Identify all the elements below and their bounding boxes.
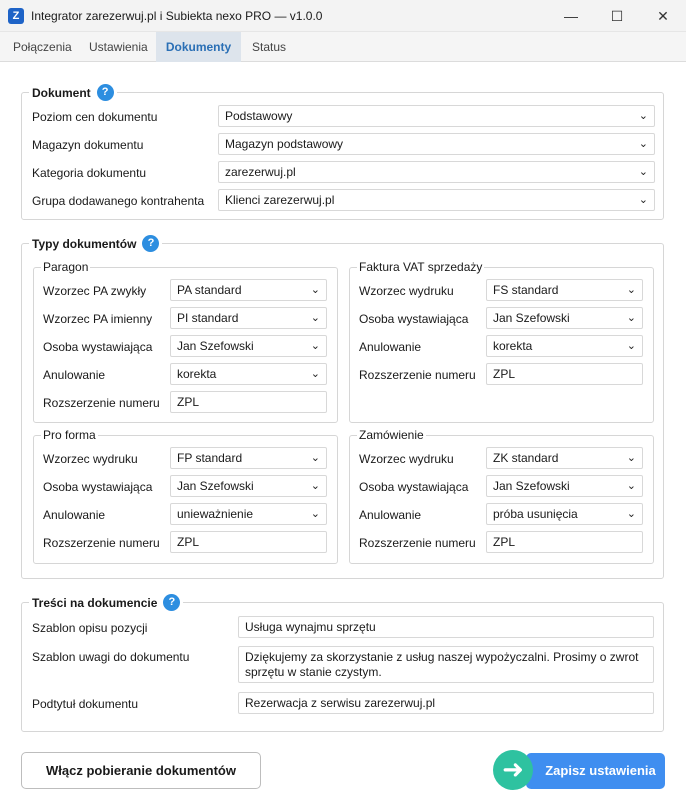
tresci-group-title [29,594,183,611]
wzorzec-fp-select[interactable] [170,447,327,469]
window-title: Integrator zarezerwuj.pl i Subiekta nexo PRO — v1.0.0 [31,9,323,23]
tab-status[interactable]: Status [252,40,287,54]
chevron-down-icon: ⌄ [626,508,636,520]
osoba-wystawiajaca-fp-value: Jan Szefowski [177,479,254,493]
label-osoba-wystawiajaca-pa: Osoba wystawiająca [43,340,153,354]
chevron-down-icon: ⌄ [310,508,320,520]
wzorzec-pa-zwykly-select[interactable] [170,279,327,301]
wzorzec-zk-select[interactable] [486,447,643,469]
osoba-wystawiajaca-zk-value: Jan Szefowski [493,479,570,493]
wzorzec-pa-zwykly-value: PA standard [177,283,242,297]
typy-title-text: Typy dokumentów [32,236,137,251]
kategoria-value: zarezerwuj.pl [225,165,296,179]
anulowanie-fs-value: korekta [493,339,533,353]
osoba-wystawiajaca-fs-value: Jan Szefowski [493,311,570,325]
minimize-button[interactable] [548,0,594,32]
anulowanie-fs-select[interactable] [486,335,643,357]
chevron-down-icon: ⌄ [626,452,636,464]
label-magazyn: Magazyn dokumentu [32,138,144,152]
label-anulowanie-pa: Anulowanie [43,368,106,382]
help-icon[interactable]: ? [97,84,114,101]
chevron-down-icon: ⌄ [310,312,320,324]
magazyn-select[interactable] [218,133,655,155]
zamowienie-title: Zamówienie [359,428,424,442]
label-rozszerzenie-fp: Rozszerzenie numeru [43,536,160,550]
label-wzorzec-pa-imienny: Wzorzec PA imienny [43,312,153,326]
label-osoba-wystawiajaca-fs: Osoba wystawiająca [359,312,469,326]
faktura-title: Faktura VAT sprzedaży [359,260,483,274]
chevron-down-icon: ⌄ [310,368,320,380]
anulowanie-fp-select[interactable] [170,503,327,525]
label-poziom-cen: Poziom cen dokumentu [32,110,158,124]
chevron-down-icon: ⌄ [638,166,648,178]
szablon-uwagi-textarea[interactable]: Dziękujemy za skorzystanie z usług naszej wypożyczalni. Prosimy o zwrot sprzętu w stanie czystym. [238,646,654,683]
tresci-title-text: Treści na dokumencie [32,595,158,610]
label-rozszerzenie-fs: Rozszerzenie numeru [359,368,476,382]
osoba-wystawiajaca-pa-select[interactable] [170,335,327,357]
rozszerzenie-pa-input[interactable]: ZPL [170,391,327,413]
label-szablon-uwagi: Szablon uwagi do dokumentu [32,650,190,664]
help-icon[interactable]: ? [163,594,180,611]
poziom-cen-select[interactable] [218,105,655,127]
label-anulowanie-zk: Anulowanie [359,508,422,522]
osoba-wystawiajaca-zk-select[interactable] [486,475,643,497]
anulowanie-zk-select[interactable] [486,503,643,525]
wzorzec-fp-value: FP standard [177,451,243,465]
label-osoba-wystawiajaca-fp: Osoba wystawiająca [43,480,153,494]
proforma-title: Pro forma [43,428,96,442]
chevron-down-icon: ⌄ [310,480,320,492]
save-settings-button[interactable]: Zapisz ustawienia [526,753,665,789]
maximize-icon: ☐ [610,7,624,24]
help-icon[interactable]: ? [142,235,159,252]
anulowanie-pa-value: korekta [177,367,217,381]
wzorzec-zk-value: ZK standard [493,451,559,465]
kategoria-select[interactable] [218,161,655,183]
tab-bar [0,32,686,62]
label-grupa-kontrahenta: Grupa dodawanego kontrahenta [32,194,205,208]
chevron-down-icon: ⌄ [638,110,648,122]
wzorzec-fs-select[interactable] [486,279,643,301]
label-rozszerzenie-zk: Rozszerzenie numeru [359,536,476,550]
chevron-down-icon: ⌄ [626,312,636,324]
chevron-down-icon: ⌄ [626,284,636,296]
chevron-down-icon: ⌄ [626,340,636,352]
label-anulowanie-fs: Anulowanie [359,340,422,354]
wzorzec-pa-imienny-select[interactable] [170,307,327,329]
label-rozszerzenie-pa: Rozszerzenie numeru [43,396,160,410]
label-wzorzec-fs: Wzorzec wydruku [359,284,454,298]
label-wzorzec-pa-zwykly: Wzorzec PA zwykły [43,284,147,298]
app-logo-icon: Z [8,8,24,24]
tab-dokumenty[interactable]: Dokumenty [156,32,241,62]
label-kategoria: Kategoria dokumentu [32,166,147,180]
szablon-opisu-input[interactable]: Usługa wynajmu sprzętu [238,616,654,638]
label-osoba-wystawiajaca-zk: Osoba wystawiająca [359,480,469,494]
close-button[interactable] [640,0,686,32]
anulowanie-fp-value: unieważnienie [177,507,254,521]
anulowanie-pa-select[interactable] [170,363,327,385]
magazyn-value: Magazyn podstawowy [225,137,344,151]
chevron-down-icon: ⌄ [310,340,320,352]
anulowanie-zk-value: próba usunięcia [493,507,578,521]
label-anulowanie-fp: Anulowanie [43,508,106,522]
enable-download-button[interactable]: Włącz pobieranie dokumentów [21,752,261,789]
label-szablon-opisu: Szablon opisu pozycji [32,621,148,635]
chevron-down-icon: ⌄ [310,284,320,296]
label-podtytul: Podtytuł dokumentu [32,697,139,711]
rozszerzenie-fs-input[interactable]: ZPL [486,363,643,385]
chevron-down-icon: ⌄ [310,452,320,464]
paragon-title: Paragon [43,260,89,274]
osoba-wystawiajaca-fp-select[interactable] [170,475,327,497]
arrow-right-icon[interactable]: ➜ [493,750,533,790]
podtytul-input[interactable]: Rezerwacja z serwisu zarezerwuj.pl [238,692,654,714]
osoba-wystawiajaca-pa-value: Jan Szefowski [177,339,254,353]
chevron-down-icon: ⌄ [638,138,648,150]
label-wzorzec-zk: Wzorzec wydruku [359,452,454,466]
poziom-cen-value: Podstawowy [225,109,293,123]
chevron-down-icon: ⌄ [626,480,636,492]
typy-group-title [29,235,162,252]
wzorzec-fs-value: FS standard [493,283,559,297]
grupa-kontrahenta-select[interactable] [218,189,655,211]
rozszerzenie-zk-input[interactable]: ZPL [486,531,643,553]
tab-ustawienia[interactable]: Ustawienia [89,40,148,54]
dokument-group-title [29,84,117,101]
label-wzorzec-fp: Wzorzec wydruku [43,452,138,466]
chevron-down-icon: ⌄ [638,194,648,206]
close-icon: ✕ [657,7,669,24]
tab-polaczenia[interactable]: Połączenia [13,40,72,54]
dokument-title-text: Dokument [32,85,91,100]
wzorzec-pa-imienny-value: PI standard [177,311,239,325]
grupa-kontrahenta-value: Klienci zarezerwuj.pl [225,193,335,207]
rozszerzenie-fp-input[interactable]: ZPL [170,531,327,553]
title-bar [0,0,686,32]
osoba-wystawiajaca-fs-select[interactable] [486,307,643,329]
maximize-button[interactable] [594,0,640,32]
minimize-icon: — [564,8,578,24]
